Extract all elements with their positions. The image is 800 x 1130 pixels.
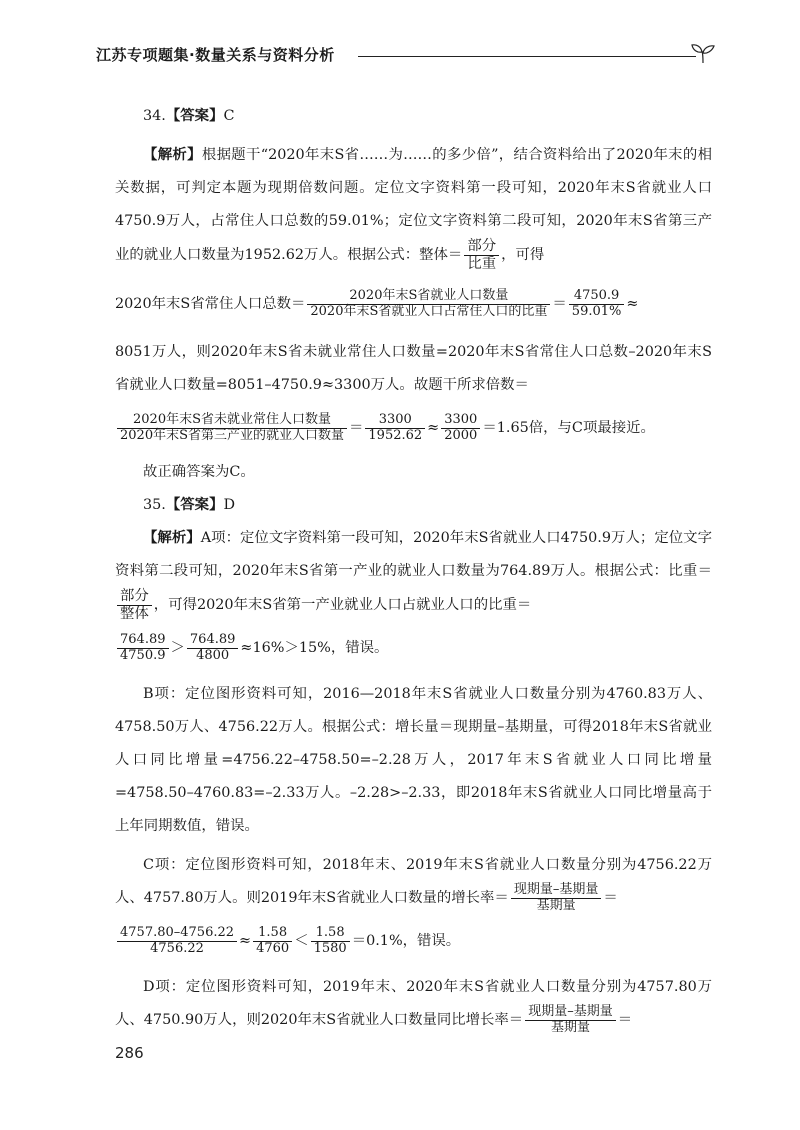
fraction-growth-rate: $\frac{\text{现期量–基期量}}{\text{基期量}}$ — [511, 883, 602, 914]
q35-option-b: B项：定位图形资料可知，2016—2018年末S省就业人口数量分别为4760.83万人、4758.50万人、4756.22万人。根据公式：增长量＝现期量–基期量，可得2018年末S省就业人口同比增量=4756.22–4758.50=–2.28万人，2017年末S省就业人口同比增量=4758.50–4760.83=–2.33万人。–2.28>–2.33，即2018年末S省就业人口同比增量高于上年同期数值，错误。 — [115, 686, 712, 835]
fraction-158-over-4760: $\frac{1.58}{4760}$ — [253, 926, 292, 957]
fraction-population: $\frac{\text{2020年末S省就业人口数量}}{\text{2020年末S省就业人口占常住人口的比重}}$ — [307, 289, 550, 320]
q35-option-d: D项：定位图形资料可知，2019年末、2020年末S省就业人口数量分别为4757.80万人、4750.90万人，则2020年末S省就业人口数量同比增长率＝ $\frac{\text{现期量–基期量}}{\text{基期量}}$ ＝ — [115, 979, 712, 1035]
q35-option-c: C项：定位图形资料可知，2018年末、2019年末S省就业人口数量分别为4756.22万人、4757.80万人。则2019年末S省就业人口数量的增长率＝ $\frac{\text{现期量–基期量}}{\text{基期量}}$ ＝ — [115, 857, 712, 913]
q34-formula-population: 2020年末S省常住人口总数＝ $\frac{\text{2020年末S省就业人口数量}}{\text{2020年末S省就业人口占常住人口的比重}}$ ＝ $\frac{4750.9}{59.01\%}$ ≈ — [115, 287, 639, 319]
fraction-part-over-ratio: $\frac{\text{部分}}{\text{比重}}$ — [464, 238, 499, 272]
header-rule — [358, 56, 696, 57]
page-body — [115, 100, 712, 1037]
fraction-76489-over-47509: $\frac{764.89}{4750.9}$ — [117, 633, 169, 664]
fraction-3300-over-2000: $\frac{3300}{2000}$ — [441, 413, 480, 444]
q34-conclusion: 故正确答案为C。 — [143, 464, 255, 481]
q35-option-c-formula: $\frac{4757.80-4756.22}{4756.22}$ ≈ $\frac{1.58}{4760}$ ＜ $\frac{1.58}{1580}$ ＝0.1%，错误。 — [115, 915, 712, 967]
q35-option-a-formula: $\frac{764.89}{4750.9}$ ＞ $\frac{764.89}{4800}$ ≈16%＞15%，错误。 — [115, 622, 712, 674]
fraction-unemployed-over-tertiary: $\frac{\text{2020年末S省未就业常住人口数量}}{\text{2020年末S省第三产业的就业人口数量}}$ — [117, 413, 347, 444]
q34-formula-ratio: $\frac{\text{2020年末S省未就业常住人口数量}}{\text{2020年末S省第三产业的就业人口数量}}$ ＝ $\frac{3300}{1952.62}$ ≈ $\frac{3300}{2000}$ ＝1.65倍，与C项最接近。 — [115, 402, 712, 454]
running-header — [96, 44, 718, 72]
q35-answer-line: 35.【答案】D — [143, 497, 236, 514]
fraction-158-over-1580: $\frac{1.58}{1580}$ — [311, 926, 350, 957]
q34-explanation-1: 【解析】根据题干“2020年末S省……为……的多少倍”，结合资料给出了2020年末的相关数据，可判定本题为现期倍数问题。定位文字资料第一段可知，2020年末S省就业人口4750.9万人，占常住人口总数的59.01%；定位文字资料第二段可知，2020年末S省第三产业的就业人口数量为1952.62万人。根据公式：整体＝ $\frac{\text{部分}}{\text{比重}}$ ，可得 — [115, 147, 712, 272]
q34-answer-line: 34.【答案】C — [143, 108, 235, 124]
header-title: 江苏专项题集·数量关系与资料分析 — [96, 46, 335, 64]
fraction-part-over-whole: $\frac{\text{部分}}{\text{整体}}$ — [117, 588, 152, 622]
q34-explanation-2: 8051万人，则2020年末S省未就业常住人口数量=2020年末S省常住人口总数–2020年末S省就业人口数量=8051–4750.9≈3300万人。故题干所求倍数＝ — [115, 344, 712, 394]
fraction-growth-rate-d: $\frac{\text{现期量–基期量}}{\text{基期量}}$ — [525, 1005, 616, 1036]
fraction-diff-over-475622: $\frac{4757.80-4756.22}{4756.22}$ — [117, 926, 237, 957]
sprout-icon — [690, 42, 716, 64]
fraction-4750-over-5901: $\frac{4750.9}{59.01\%}$ — [569, 289, 625, 320]
page-number: 286 — [115, 1044, 144, 1062]
fraction-76489-over-4800: $\frac{764.89}{4800}$ — [187, 633, 239, 664]
q35-option-a: 【解析】A项：定位文字资料第一段可知，2020年末S省就业人口4750.9万人；定位文字资料第二段可知，2020年末S省第一产业的就业人口数量为764.89万人。根据公式：比重＝ $\frac{\text{部分}}{\text{整体}}$ ，可得2020年末S省第一产业就业人口占就业人口的比重＝ — [115, 530, 712, 622]
fraction-3300-over-195262: $\frac{3300}{1952.62}$ — [365, 413, 425, 444]
